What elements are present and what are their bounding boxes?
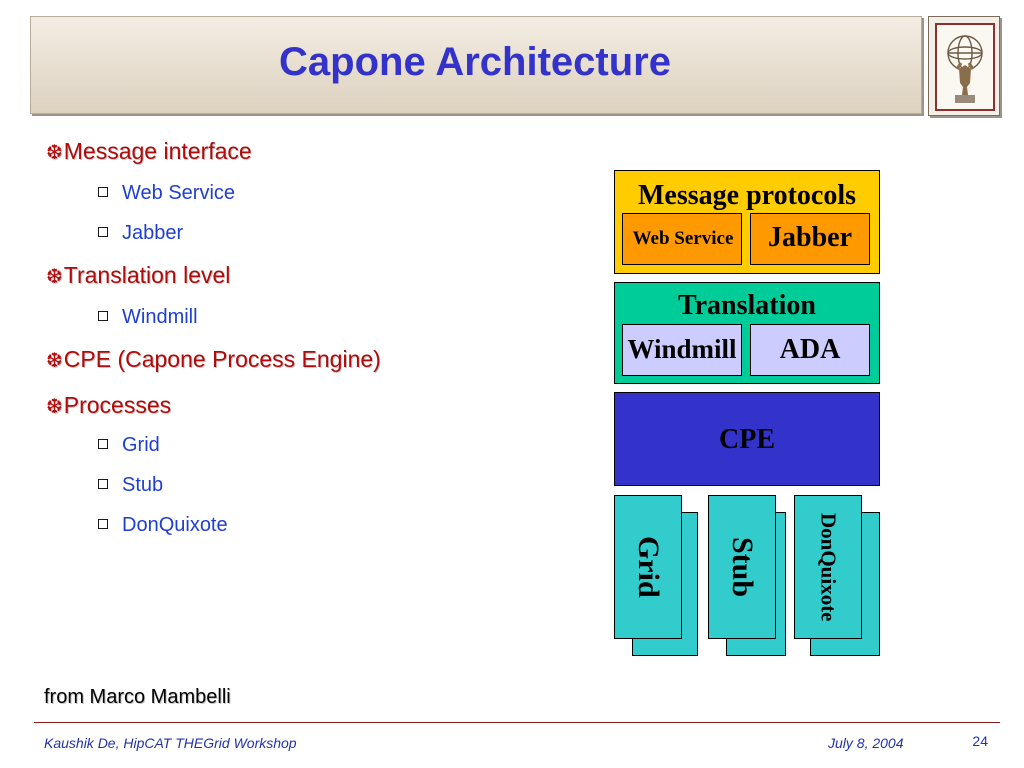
snowflake-bullet-icon: ❆: [46, 266, 63, 288]
grid-label: Grid: [632, 536, 665, 598]
square-bullet-icon: [98, 479, 108, 489]
web-service-label: Web Service: [632, 228, 734, 249]
bullet-donquixote: DonQuixote: [98, 514, 228, 537]
square-bullet-icon: [98, 227, 108, 237]
square-bullet-icon: [98, 439, 108, 449]
atlas-globe-icon: [937, 25, 993, 109]
slide-title: Capone Architecture: [279, 40, 671, 84]
cpe-label: CPE: [719, 424, 775, 455]
bullet-cpe: ❆CPE (Capone Process Engine): [46, 346, 381, 372]
square-bullet-icon: [98, 311, 108, 321]
bullet-stub: Stub: [98, 474, 163, 497]
snowflake-bullet-icon: ❆: [46, 350, 63, 372]
bullet-translation-level: ❆Translation level: [46, 262, 231, 288]
message-protocols-label: Message protocols: [638, 180, 856, 211]
windmill-label: Windmill: [627, 334, 737, 364]
footer-author: Kaushik De, HipCAT THEGrid Workshop: [44, 735, 297, 751]
bullet-web-service: Web Service: [98, 182, 235, 205]
donquixote-label: DonQuixote: [816, 512, 841, 622]
bullet-message-interface: ❆Message interface: [46, 138, 252, 164]
ada-label: ADA: [779, 334, 841, 365]
logo: [928, 16, 1000, 116]
stub-label: Stub: [726, 536, 759, 598]
footer-date: July 8, 2004: [828, 735, 904, 751]
footer-rule: [34, 722, 1000, 723]
snowflake-bullet-icon: ❆: [46, 396, 63, 418]
jabber-label: Jabber: [768, 222, 852, 253]
snowflake-bullet-icon: ❆: [46, 142, 63, 164]
bullet-grid: Grid: [98, 434, 160, 457]
bullet-jabber: Jabber: [98, 222, 183, 245]
square-bullet-icon: [98, 187, 108, 197]
logo-inner: [935, 23, 995, 111]
square-bullet-icon: [98, 519, 108, 529]
bullet-windmill: Windmill: [98, 306, 198, 329]
page-number: 24: [972, 733, 988, 749]
bullet-processes: ❆Processes: [46, 392, 172, 418]
credit-text: from Marco Mambelli: [44, 686, 231, 708]
translation-label: Translation: [678, 290, 816, 321]
